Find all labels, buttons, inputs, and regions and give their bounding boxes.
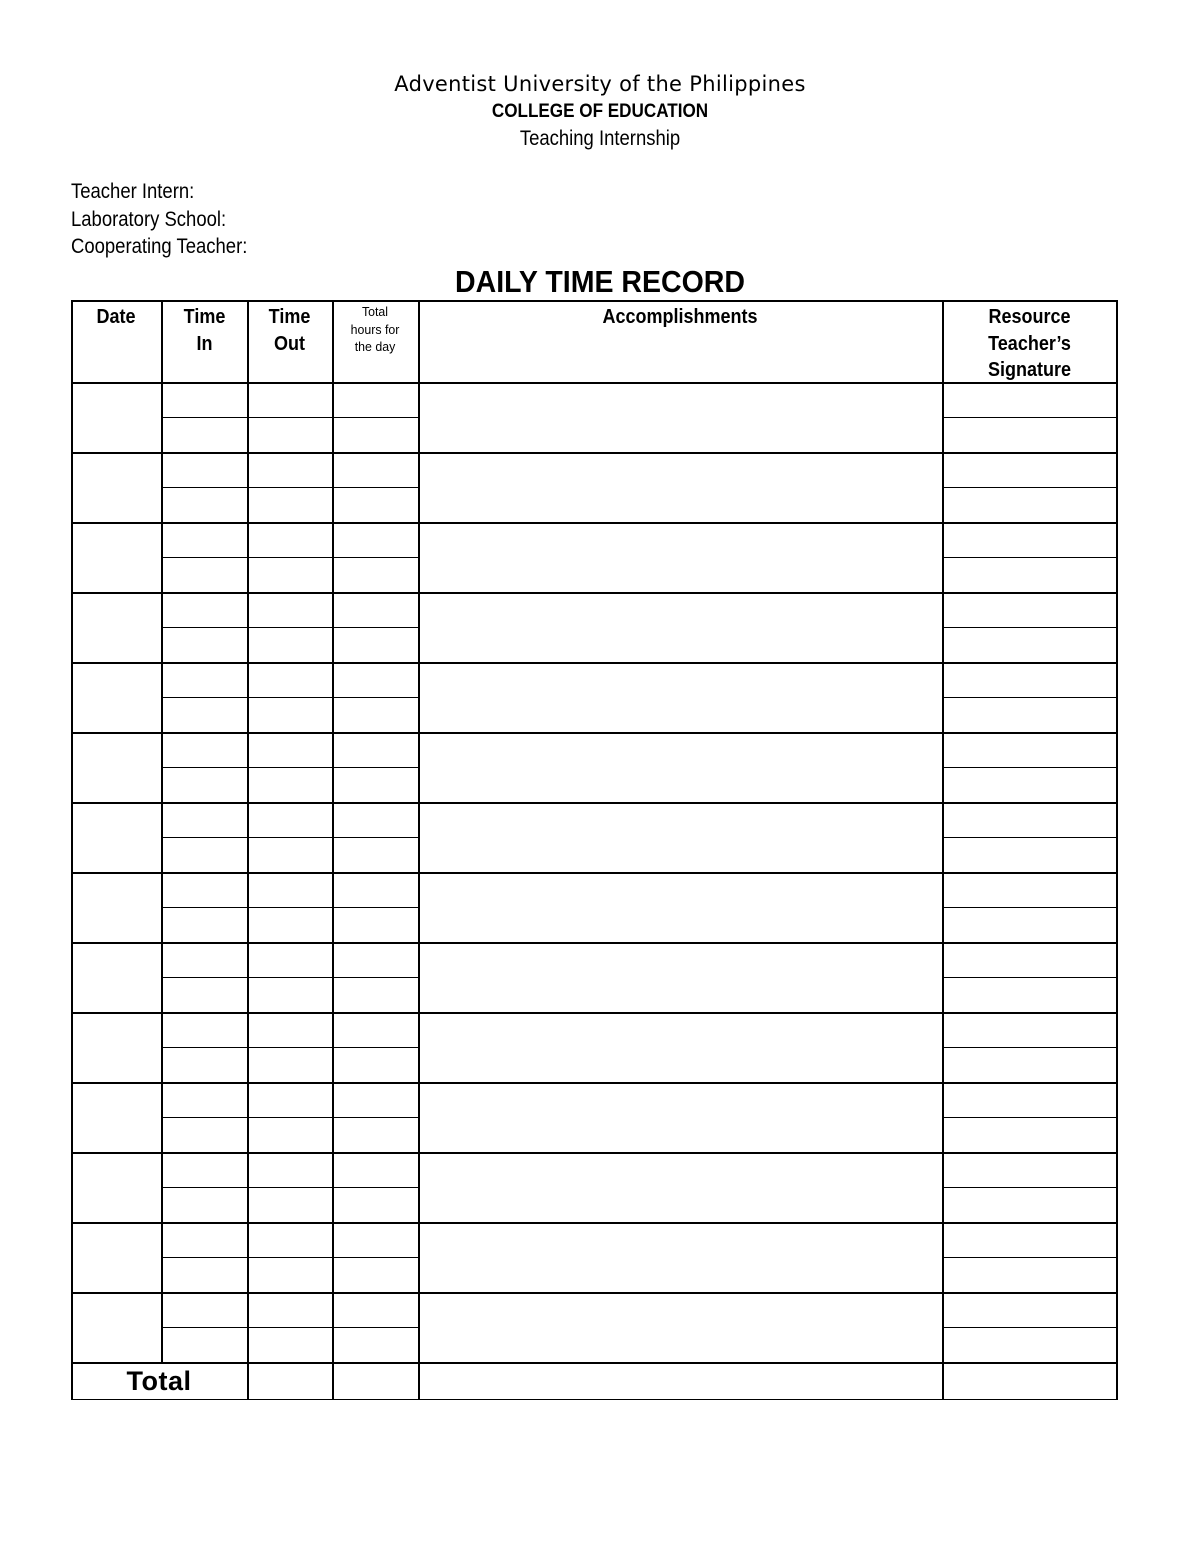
cooperating-teacher-label: Cooperating Teacher:	[71, 235, 248, 258]
table-rule	[71, 1292, 1117, 1294]
table-rule	[942, 627, 1116, 628]
header-line: Time	[268, 306, 311, 328]
table-rule	[161, 417, 418, 418]
college-name: COLLEGE OF EDUCATION	[491, 101, 709, 122]
table-rule	[942, 1047, 1116, 1048]
table-rule	[71, 1399, 1117, 1401]
table-rule	[71, 1222, 1117, 1224]
header-line: Teacher’s	[988, 332, 1071, 355]
table-rule	[71, 300, 1117, 302]
table-rule	[71, 802, 1117, 804]
total-label: Total	[126, 1366, 192, 1396]
table-rule	[942, 1327, 1116, 1328]
header-line: Signature	[987, 359, 1072, 381]
header-line: Date	[96, 306, 136, 328]
header-accomplishments	[418, 304, 942, 331]
header-time-in	[162, 304, 247, 357]
table-rule	[71, 1082, 1117, 1084]
table-rule	[942, 487, 1116, 488]
table-rule	[71, 1012, 1117, 1014]
table-rule	[71, 382, 1117, 384]
program-name: Teaching Internship	[519, 127, 681, 150]
table-rule	[332, 300, 334, 1400]
table-rule	[161, 1187, 418, 1188]
table-rule	[161, 907, 418, 908]
header-total-hours	[332, 303, 418, 356]
table-rule	[71, 452, 1117, 454]
table-rule	[418, 300, 420, 1400]
table-rule	[161, 627, 418, 628]
document-title: DAILY TIME RECORD	[454, 264, 746, 299]
table-rule	[71, 300, 73, 1400]
table-rule	[942, 907, 1116, 908]
header-line: hours for	[350, 321, 400, 337]
table-rule	[942, 300, 944, 1400]
table-rule	[161, 487, 418, 488]
table-rule	[942, 557, 1116, 558]
university-name: Adventist University of the Philippines	[394, 72, 806, 96]
table-rule	[1116, 300, 1118, 1400]
table-rule	[161, 300, 163, 1362]
laboratory-school-label: Laboratory School:	[71, 208, 227, 231]
table-rule	[71, 592, 1117, 594]
header-line: Out	[274, 332, 305, 355]
table-rule	[942, 767, 1116, 768]
table-rule	[942, 1117, 1116, 1118]
table-rule	[161, 1117, 418, 1118]
header-date	[71, 304, 161, 331]
table-rule	[71, 522, 1117, 524]
header-line: the day	[354, 339, 396, 354]
header-line: Accomplishments	[602, 306, 758, 328]
header-line: In	[196, 332, 213, 355]
table-rule	[942, 977, 1116, 978]
teacher-intern-label: Teacher Intern:	[71, 180, 195, 203]
header-time-out	[247, 304, 332, 357]
table-rule	[71, 662, 1117, 664]
daily-time-record-table	[71, 300, 1117, 1400]
table-rule	[161, 837, 418, 838]
table-rule	[247, 300, 249, 1400]
table-rule	[71, 872, 1117, 874]
header-line: Total	[361, 304, 389, 319]
table-rule	[71, 732, 1117, 734]
table-rule	[942, 697, 1116, 698]
table-rule	[71, 942, 1117, 944]
table-rule	[161, 1257, 418, 1258]
header-line: Resource	[988, 306, 1071, 328]
table-rule	[942, 837, 1116, 838]
table-rule	[942, 1187, 1116, 1188]
table-rule	[161, 697, 418, 698]
table-rule	[942, 417, 1116, 418]
table-rule	[161, 1047, 418, 1048]
table-rule	[161, 1327, 418, 1328]
table-rule	[161, 557, 418, 558]
header-line: Time	[183, 306, 226, 328]
table-rule	[71, 1152, 1117, 1154]
table-rule	[71, 1362, 1117, 1364]
table-rule	[942, 1257, 1116, 1258]
header-signature	[942, 304, 1117, 384]
table-rule	[161, 977, 418, 978]
table-rule	[161, 767, 418, 768]
